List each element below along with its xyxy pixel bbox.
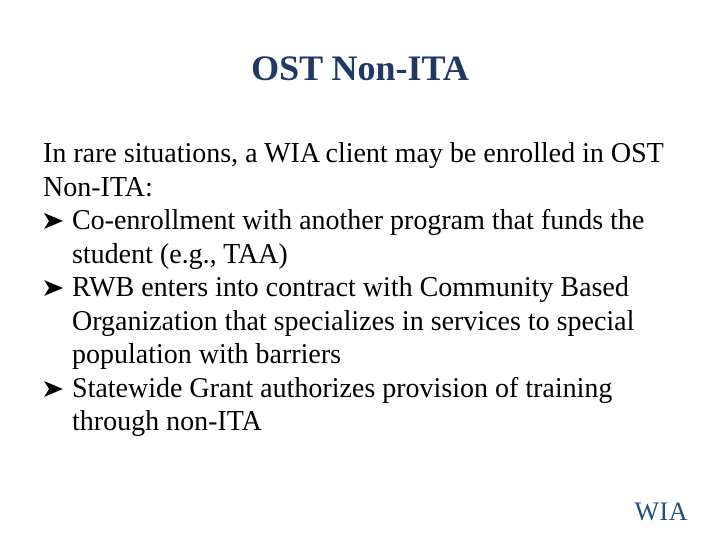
bullet-text: RWB enters into contract with Community Based Organization that specializes in services to special population with barriers [72, 272, 635, 370]
arrowhead-bullet-icon [43, 279, 64, 297]
arrowhead-bullet-icon [43, 380, 64, 398]
slide-title: OST Non-ITA [251, 48, 469, 88]
bullet-text: Statewide Grant authorizes provision of training through non-ITA [72, 372, 613, 437]
wia-logo: WIA [634, 497, 688, 526]
bullet-item [43, 204, 693, 271]
bullet-item [43, 372, 693, 439]
intro-text: In rare situations, a WIA client may be enrolled in OST Non-ITA: [43, 138, 664, 203]
arrowhead-bullet-icon [43, 212, 64, 230]
slide-body [43, 137, 693, 439]
bullet-list [43, 204, 693, 439]
bullet-text: Co-enrollment with another program that funds the student (e.g., TAA) [72, 205, 645, 270]
bullet-item [43, 271, 693, 372]
